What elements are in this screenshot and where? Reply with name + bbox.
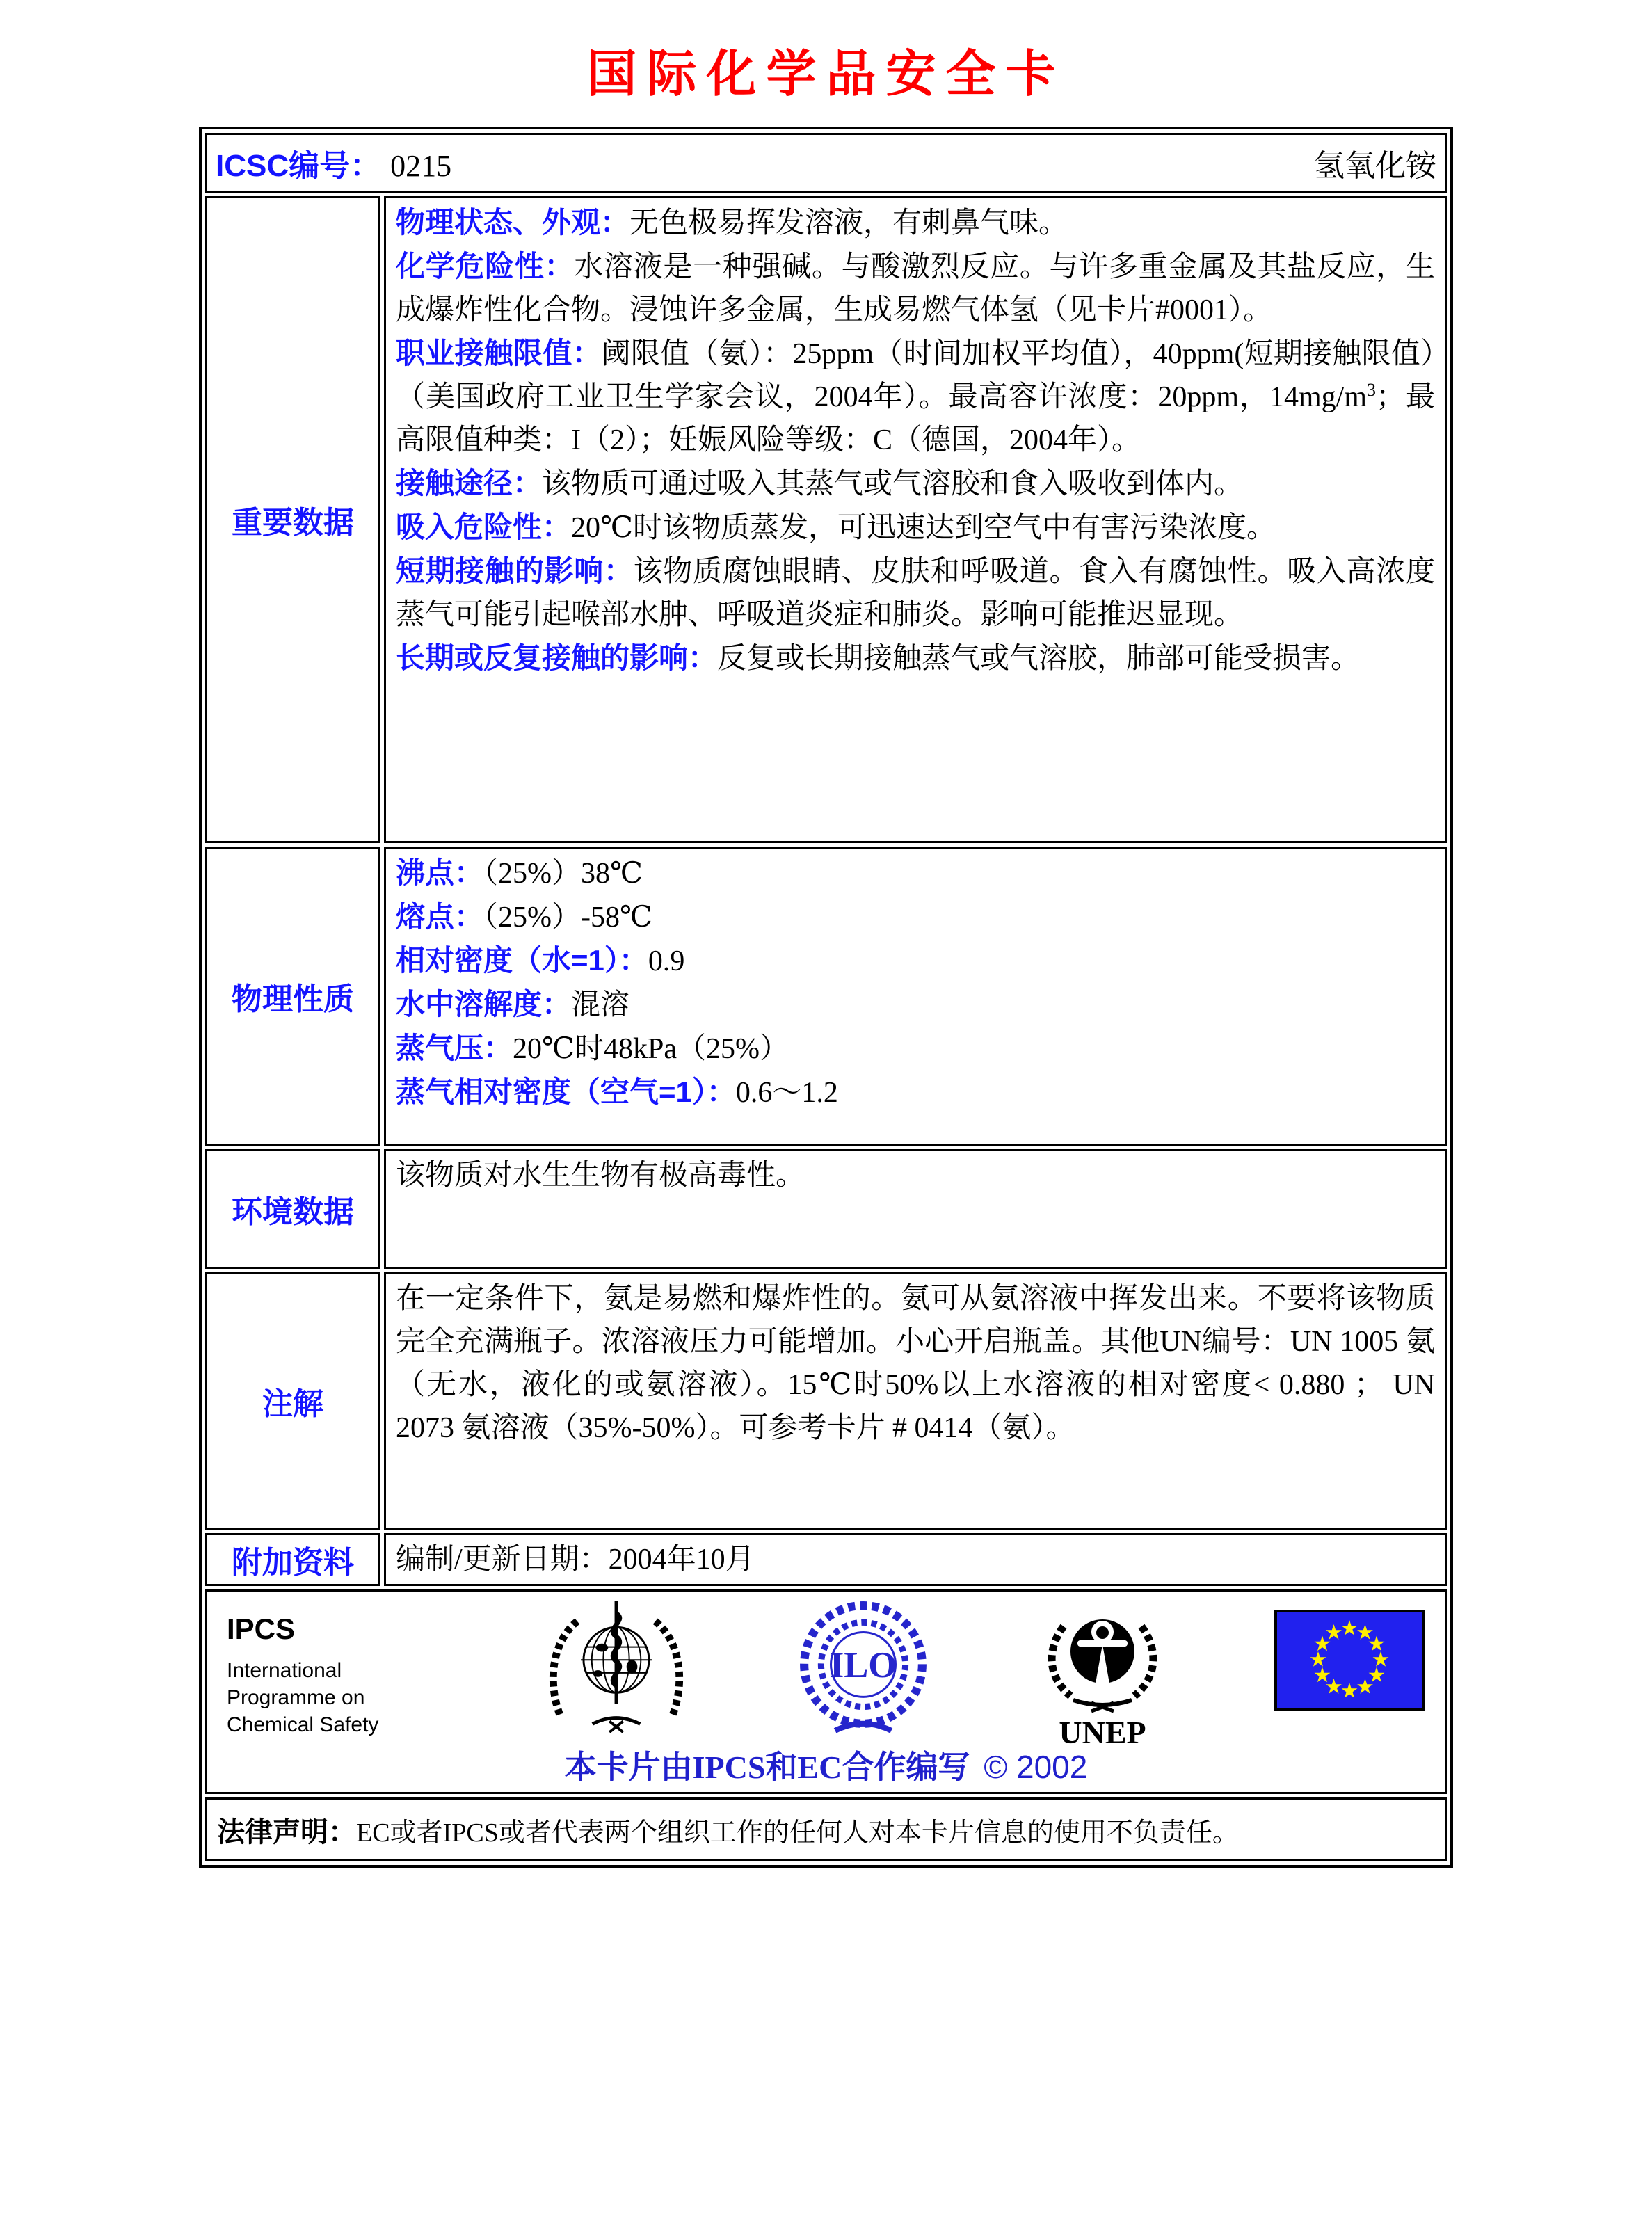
field-text: 无色极易挥发溶液，有刺鼻气味。 <box>629 207 1068 239</box>
logos-strip <box>227 1600 1425 1749</box>
row-label: 环境数据 <box>232 1195 354 1229</box>
property-value: （25%）38℃ <box>483 858 643 890</box>
table-row-important-data <box>205 196 1447 843</box>
icsc-number-group <box>216 141 451 185</box>
environmental-text: 该物质对水生生物有极高毒性。 <box>396 1160 805 1192</box>
row-label: 物理性质 <box>232 982 354 1016</box>
field-text: 水溶液是一种强碱。与酸激烈反应。与许多重金属及其盐反应，生成爆炸性化合物。浸蚀许多金属，生成易燃气体氢（见卡片#0001）。 <box>396 251 1435 326</box>
field-label: 吸入危险性： <box>396 511 572 543</box>
ipcs-subtitle-line: Programme on <box>227 1686 365 1709</box>
ipcs-title: IPCS <box>227 1612 296 1645</box>
credit-line <box>227 1742 1425 1788</box>
property-label: 蒸气相对密度（空气=1）： <box>396 1075 736 1108</box>
data-paragraph <box>396 332 1435 462</box>
additional-info-body-cell <box>384 1533 1447 1586</box>
property-value: 0.6～1.2 <box>735 1077 838 1109</box>
property-line <box>396 1027 1435 1071</box>
field-text: ；最高限值种类：I（2）；妊娠风险等级：C（德国，2004年）。 <box>396 381 1435 456</box>
chemical-name: 氢氧化铵 <box>1314 149 1436 183</box>
field-label: 接触途径： <box>396 467 543 499</box>
field-text: 反复或长期接触蒸气或气溶胶，肺部可能受损害。 <box>717 643 1361 675</box>
ilo-emblem-icon <box>796 1600 930 1738</box>
property-value: 0.9 <box>648 945 685 977</box>
property-line <box>396 851 1435 895</box>
data-paragraph <box>396 506 1435 550</box>
property-label: 相对密度（水=1）： <box>396 944 648 977</box>
physical-properties-body-cell <box>384 847 1447 1146</box>
header-cell <box>205 133 1447 193</box>
superscript: 3 <box>1367 380 1376 400</box>
property-value: （25%）-58℃ <box>483 902 652 934</box>
table-row-notes <box>205 1272 1447 1530</box>
field-text: 该物质腐蚀眼睛、皮肤和呼吸道。食入有腐蚀性。吸入高浓度蒸气可能引起喉部水肿、呼吸道炎症和肺炎。影响可能推迟显现。 <box>396 556 1435 631</box>
row-label: 注解 <box>262 1387 323 1421</box>
additional-info-label-cell <box>205 1533 380 1586</box>
field-label: 职业接触限值： <box>396 337 602 369</box>
property-value: 20℃时48kPa（25%） <box>513 1033 789 1065</box>
table-row-header <box>205 133 1447 193</box>
unep-emblem-icon <box>1039 1600 1166 1749</box>
field-label: 化学危险性： <box>396 250 575 282</box>
data-paragraph <box>396 550 1435 636</box>
data-paragraph <box>396 462 1435 506</box>
icsc-number-label: ICSC编号： <box>216 149 381 183</box>
data-paragraph <box>396 245 1435 332</box>
unep-label: UNEP <box>1058 1715 1146 1749</box>
data-paragraph <box>396 201 1435 245</box>
property-label: 蒸气压： <box>396 1032 513 1064</box>
important-data-label-cell <box>205 196 380 843</box>
legal-cell <box>205 1797 1447 1861</box>
notes-body-cell <box>384 1272 1447 1530</box>
table-row-legal <box>205 1797 1447 1861</box>
notes-label-cell <box>205 1272 380 1530</box>
physical-properties-label-cell <box>205 847 380 1146</box>
property-value: 混溶 <box>571 989 630 1021</box>
table-row-additional-info <box>205 1533 1447 1586</box>
row-label: 重要数据 <box>232 506 354 540</box>
ilo-label: ILO <box>829 1645 897 1686</box>
notes-text: 在一定条件下，氨是易燃和爆炸性的。氨可从氨溶液中挥发出来。不要将该物质完全充满瓶子。浓溶液压力可能增加。小心开启瓶盖。其他UN编号：UN 1005 氨（无水，液化的或氨溶液）。15℃时50%以上水溶液的相对密度< 0.880 ； UN 2073 氨溶液（35%-50%）。可参考卡片 # 0414（氨）。 <box>396 1283 1435 1444</box>
eu-flag-icon <box>1274 1610 1425 1711</box>
property-label: 熔点： <box>396 900 484 933</box>
ipcs-subtitle-line: Chemical Safety <box>227 1713 379 1736</box>
field-text: 阈限值（氨）：25ppm（时间加权平均值），40ppm(短期接触限值）（美国政府工业卫生学家会议，2004年）。最高容许浓度：20ppm，14mg/m <box>396 338 1435 413</box>
row-label: 附加资料 <box>232 1546 354 1580</box>
page-title: 国际化学品安全卡 <box>586 47 1066 102</box>
property-line <box>396 895 1435 939</box>
icsc-number-value: 0215 <box>390 149 452 183</box>
icsc-table <box>199 127 1453 1868</box>
field-text: 该物质可通过吸入其蒸气或气溶胶和食入吸收到体内。 <box>542 468 1244 500</box>
property-line <box>396 983 1435 1027</box>
property-line <box>396 939 1435 983</box>
ipcs-subtitle-line: International <box>227 1659 342 1682</box>
legal-label: 法律声明： <box>217 1816 356 1848</box>
ipcs-text-block <box>227 1600 435 1738</box>
data-paragraph <box>396 636 1435 680</box>
who-emblem-icon <box>545 1600 688 1736</box>
table-row-physical-properties <box>205 847 1447 1146</box>
field-text: 20℃时该物质蒸发，可迅速达到空气中有害污染浓度。 <box>571 512 1276 544</box>
legal-text: EC或者IPCS或者代表两个组织工作的任何人对本卡片信息的使用不负责任。 <box>356 1818 1239 1848</box>
table-row-logos <box>205 1589 1447 1794</box>
property-line <box>396 1071 1435 1114</box>
environmental-data-label-cell <box>205 1149 380 1269</box>
credit-year: © 2002 <box>984 1749 1088 1785</box>
field-label: 长期或反复接触的影响： <box>396 641 718 674</box>
credit-text: 本卡片由IPCS和EC合作编写 <box>564 1749 970 1785</box>
logos-cell <box>205 1589 1447 1794</box>
property-label: 沸点： <box>396 856 484 889</box>
environmental-data-body-cell <box>384 1149 1447 1269</box>
additional-info-text: 编制/更新日期：2004年10月 <box>396 1544 755 1576</box>
important-data-body-cell <box>384 196 1447 843</box>
field-label: 短期接触的影响： <box>396 554 634 587</box>
field-label: 物理状态、外观： <box>396 206 630 239</box>
property-label: 水中溶解度： <box>396 988 572 1020</box>
table-row-environmental-data <box>205 1149 1447 1269</box>
